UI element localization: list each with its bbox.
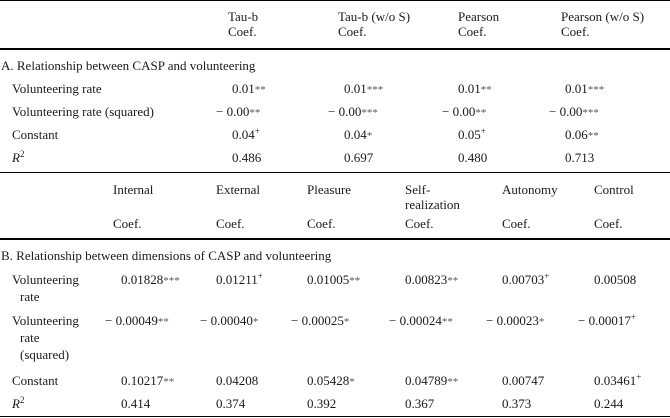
col-header-control: Control [594, 182, 634, 197]
significance-marker: * [343, 316, 350, 328]
col-header-line1: Internal [113, 182, 154, 197]
cell-value: 0.01 [232, 81, 255, 96]
significance-marker: * [349, 376, 355, 388]
cell-value: 0.01 [565, 81, 588, 96]
panel-b-cell [121, 272, 180, 289]
cell-value: − 0.00024 [389, 313, 442, 328]
cell-value: 0.414 [121, 396, 151, 411]
cell-value: 0.04 [232, 127, 255, 142]
cell-value: 0.03461 [594, 373, 637, 388]
r-squared-label: $R^2$ [12, 395, 25, 411]
col-header-external: External [216, 182, 261, 197]
cell-value: 0.01211 [216, 272, 258, 287]
panel-b-cell [502, 396, 531, 411]
panel-a-cell [442, 104, 486, 121]
col-header-line1: Self- [405, 182, 431, 197]
cell-value: − 0.00023 [486, 313, 539, 328]
cell-value: 0.00508 [594, 272, 637, 287]
col-header-line2: Coef. [458, 24, 487, 39]
panel-b-cell [594, 272, 636, 287]
col-header-line2: Coef. [561, 24, 590, 39]
panel-b-cell [105, 313, 169, 330]
significance-marker: *** [163, 275, 180, 287]
significance-marker: + [254, 126, 260, 136]
panel-a-header-rule [0, 48, 670, 50]
row-label: Volunteering rate [12, 81, 102, 96]
panel-b-cell [502, 373, 544, 388]
panel-a-cell [344, 127, 372, 144]
panel-a-cell [565, 127, 599, 144]
significance-marker: ** [157, 316, 169, 328]
cell-value: − 0.00040 [200, 313, 253, 328]
cell-value: 0.480 [458, 150, 488, 165]
col-header-external-coef: Coef. [216, 216, 245, 231]
cell-value: 0.01828 [121, 272, 164, 287]
panel-a-cell [232, 150, 261, 165]
panel-a-cell [344, 150, 373, 165]
col-header-pearson [458, 9, 499, 39]
panel-b-cell [594, 373, 641, 388]
panel-b-cell [121, 373, 174, 390]
col-header-line2: realization [405, 197, 460, 212]
significance-marker: + [257, 271, 263, 281]
cell-value: 0.374 [216, 396, 246, 411]
cell-value: − 0.00 [549, 104, 583, 119]
row-label: Volunteering rate (squared) [12, 104, 154, 119]
panel-a-cell [232, 81, 266, 98]
cell-value: − 0.00049 [105, 313, 158, 328]
panel-b-cell [216, 396, 245, 411]
significance-marker: + [636, 372, 642, 382]
row-label: (squared) [20, 347, 70, 362]
significance-marker: + [480, 126, 486, 136]
panel-b-title: B. Relationship between dimensions of CASP and volunteering [1, 248, 332, 263]
panel-b-cell [405, 396, 434, 411]
panel-b-cell [291, 313, 349, 330]
cell-value: − 0.00 [442, 104, 476, 119]
cell-value: 0.367 [405, 396, 435, 411]
panel-a-cell [458, 81, 492, 98]
r-squared-label: $R^2$ [12, 149, 25, 165]
panel-b-header-rule [0, 238, 670, 240]
cell-value: 0.00823 [405, 272, 448, 287]
col-header-pleasure: Pleasure [307, 182, 352, 197]
panel-a-cell [328, 104, 378, 121]
significance-marker: ** [447, 275, 459, 287]
cell-value: 0.00703 [502, 272, 545, 287]
panel-b-cell [405, 373, 458, 390]
cell-value: 0.05428 [307, 373, 350, 388]
row-label: rate [20, 289, 40, 304]
significance-marker: + [544, 271, 550, 281]
significance-marker: ** [249, 107, 261, 119]
panel-a-title: A. Relationship between CASP and volunteering [1, 58, 256, 73]
panel-b-cell [200, 313, 258, 330]
panel-a-cell [344, 81, 383, 98]
row-label: Constant [12, 127, 59, 142]
col-header-pearson-wo-s [561, 9, 644, 39]
panel-a-cell [549, 104, 599, 121]
panel-a-cell [232, 127, 260, 142]
significance-marker: *** [582, 107, 599, 119]
cell-value: 0.486 [232, 150, 262, 165]
panel-a-cell [458, 127, 486, 142]
panel-divider-rule [0, 172, 670, 173]
cell-value: 0.04789 [405, 373, 448, 388]
panel-b-cell [578, 313, 636, 328]
col-header-line2: Coef. [228, 24, 257, 39]
significance-marker: *** [366, 84, 384, 96]
panel-a-cell [565, 81, 604, 98]
cell-value: − 0.00 [328, 104, 362, 119]
cell-value: 0.244 [594, 396, 624, 411]
panel-b-cell [307, 373, 355, 390]
col-header-line1: Tau-b [228, 9, 259, 24]
row-label: Volunteering [12, 272, 79, 287]
row-label: Constant [12, 373, 59, 388]
cell-value: − 0.00 [216, 104, 250, 119]
row-label [12, 396, 24, 411]
panel-b-cell [121, 396, 150, 411]
col-header-self-realization [405, 182, 460, 212]
col-header-self-realization-coef: Coef. [405, 216, 434, 231]
cell-value: 0.713 [565, 150, 595, 165]
cell-value: 0.392 [307, 396, 337, 411]
panel-a-cell [216, 104, 260, 121]
significance-marker: ** [447, 376, 459, 388]
significance-marker: ** [254, 84, 266, 96]
col-header-internal-coef: Coef. [113, 216, 142, 231]
significance-marker: *** [361, 107, 378, 119]
panel-b-cell [486, 313, 544, 330]
col-header-tau-b-wo-s [338, 9, 410, 39]
panel-a-cell [458, 150, 487, 165]
panel-b-cell [216, 272, 263, 287]
panel-b-cell [216, 373, 258, 388]
panel-b-cell [502, 272, 549, 287]
cell-value: 0.04208 [216, 373, 259, 388]
col-header-autonomy: Autonomy [502, 182, 558, 197]
col-header-line1: Tau-b (w/o S) [338, 9, 411, 24]
col-header-line1: Pearson (w/o S) [561, 9, 645, 24]
significance-marker: * [538, 316, 545, 328]
col-header-line1: Pearson [458, 9, 500, 24]
significance-marker: ** [480, 84, 492, 96]
cell-value: 0.00747 [502, 373, 545, 388]
cell-value: 0.01 [458, 81, 481, 96]
top-rule [0, 0, 670, 1]
cell-value: 0.697 [344, 150, 374, 165]
col-header-tau-b [228, 9, 258, 39]
cell-value: 0.373 [502, 396, 532, 411]
panel-b-cell [307, 396, 336, 411]
cell-value: − 0.00017 [578, 313, 631, 328]
significance-marker: ** [349, 275, 361, 287]
row-label: rate [20, 330, 40, 345]
col-header-autonomy-coef: Coef. [502, 216, 531, 231]
col-header-line2: Coef. [338, 24, 367, 39]
cell-value: 0.01005 [307, 272, 350, 287]
cell-value: − 0.00025 [291, 313, 344, 328]
row-label: Volunteering [12, 313, 79, 328]
cell-value: 0.01 [344, 81, 367, 96]
significance-marker: ** [475, 107, 487, 119]
panel-b-cell [594, 396, 623, 411]
significance-marker: ** [441, 316, 453, 328]
col-header-internal [113, 182, 153, 197]
col-header-control-coef: Coef. [594, 216, 623, 231]
panel-b-cell [307, 272, 360, 289]
panel-a-cell [565, 150, 594, 165]
panel-b-cell [389, 313, 453, 330]
cell-value: 0.06 [565, 127, 588, 142]
col-header-pleasure-coef: Coef. [307, 216, 336, 231]
significance-marker: *** [587, 84, 605, 96]
significance-marker: + [630, 312, 636, 322]
bottom-rule [0, 416, 670, 417]
cell-value: 0.10217 [121, 373, 164, 388]
row-label [12, 150, 24, 165]
significance-marker: ** [587, 130, 599, 142]
significance-marker: ** [163, 376, 175, 388]
significance-marker: * [366, 130, 373, 142]
significance-marker: * [252, 316, 259, 328]
cell-value: 0.04 [344, 127, 367, 142]
panel-b-cell [405, 272, 458, 289]
cell-value: 0.05 [458, 127, 481, 142]
